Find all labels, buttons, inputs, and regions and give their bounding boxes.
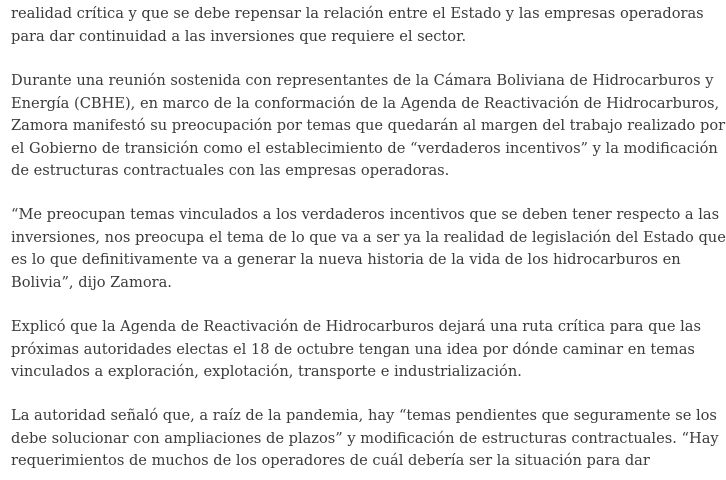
paragraph-line: para dar continuidad a las inversiones que requiere el sector.	[11, 27, 467, 45]
paragraph-5	[11, 405, 719, 473]
paragraph-line: inversiones, nos preocupa el tema de lo que va a ser ya la realidad de legislación del Estado que	[11, 228, 726, 246]
paragraph-line: debe solucionar con ampliaciones de plazos” y modificación de estructuras contractuales. “Hay	[11, 429, 719, 447]
paragraph-line: Durante una reunión sostenida con representantes de la Cámara Boliviana de Hidrocarburos y	[11, 72, 714, 89]
paragraph-line: de estructuras contractuales con las empresas operadoras.	[11, 162, 450, 179]
paragraph-line: Bolivia”, dijo Zamora.	[11, 273, 172, 291]
paragraph-line: Zamora manifestó su preocupación por temas que quedarán al margen del trabajo realizado por	[11, 117, 726, 134]
paragraph-3	[11, 204, 726, 294]
paragraph-line: Energía (CBHE), en marco de la conformación de la Agenda de Reactivación de Hidrocarburos,	[11, 94, 720, 112]
paragraph-line: es lo que definitivamente va a generar la nueva historia de la vida de los hidrocarburos en	[11, 251, 681, 268]
paragraph-1	[11, 3, 704, 48]
paragraph-line: “Me preocupan temas vinculados a los verdaderos incentivos que se deben tener respecto a las	[11, 206, 720, 223]
paragraph-line: requerimientos de muchos de los operadores de cuál debería ser la situación para dar	[11, 452, 650, 469]
paragraph-line: La autoridad señaló que, a raíz de la pandemia, hay “temas pendientes que seguramente se los	[11, 407, 717, 424]
paragraph-line: el Gobierno de transición como el establecimiento de “verdaderos incentivos” y la modificación	[11, 139, 718, 157]
paragraph-4	[11, 316, 701, 384]
paragraph-line: vinculados a exploración, explotación, transporte e industrialización.	[11, 363, 522, 380]
paragraph-2	[11, 70, 726, 183]
paragraph-line: próximas autoridades electas el 18 de octubre tengan una idea por dónde caminar en temas	[11, 340, 695, 358]
paragraph-line: realidad crítica y que se debe repensar la relación entre el Estado y las empresas operadoras	[11, 5, 704, 22]
paragraph-line: Explicó que la Agenda de Reactivación de Hidrocarburos dejará una ruta crítica para que las	[11, 318, 701, 335]
